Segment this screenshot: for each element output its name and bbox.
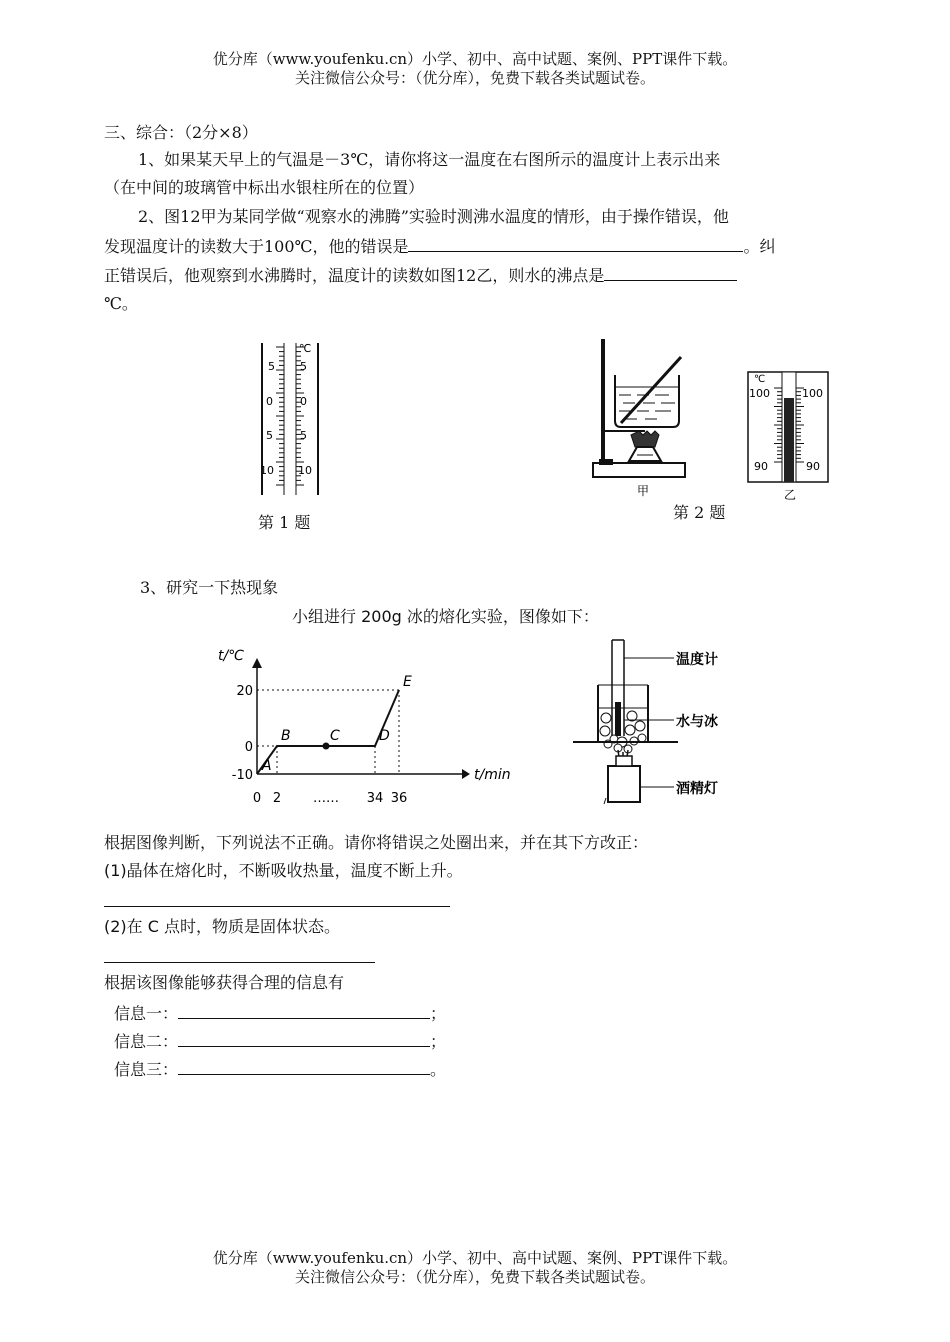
fig2-tick-right-100: 100 [802,387,823,400]
q3-info3-blank[interactable] [178,1059,430,1075]
q3-info-prompt: 根据该图像能够获得合理的信息有 [104,973,345,992]
page-header-line2: 关注微信公众号：（优分库），免费下载各类试题试卷。 [294,69,655,87]
q2-line2-end: 。纠 [743,237,776,256]
point-label-d: D [379,728,390,744]
section-title: 三、综合：（2分×8） [104,123,258,142]
q3-info3-end: 。 [430,1060,447,1079]
melting-curve-chart [212,640,512,810]
fig2-unit: ℃ [754,374,766,385]
q3-info2-blank[interactable] [178,1031,430,1047]
fig1-caption: 第 1 题 [258,513,311,532]
x-tick-label: 0 [252,791,262,806]
q3-info2 [114,1031,446,1052]
label-thermometer: 温度计 [676,652,718,668]
q3-item2-correction-line[interactable] [104,962,375,963]
y-tick-label: 20 [236,684,253,699]
label-alcohol-lamp: 酒精灯 [676,781,718,797]
point-label-e: E [403,674,412,690]
page-footer-line2: 关注微信公众号：（优分库），免费下载各类试题试卷。 [294,1268,655,1286]
q3-info1-label: 信息一： [114,1004,179,1023]
q1-line2: （在中间的玻璃管中标出水银柱所在的位置） [104,178,425,197]
fig2-tick-right-90: 90 [806,460,820,473]
q2-error-blank[interactable] [408,236,743,252]
x-tick-label: …… [313,791,339,806]
x-axis-label: t/min [474,767,511,783]
fig2-tick-left-100: 100 [749,387,770,400]
point-c-marker [323,743,330,750]
fig1-tick-right-5a: 5 [300,360,307,373]
page-header-line1: 优分库（www.youfenku.cn）小学、初中、高中试题、案例、PPT课件下载。 [212,50,738,68]
q3-info1-blank[interactable] [178,1003,430,1019]
q3-info3-label: 信息三： [114,1060,179,1079]
q2-line3 [104,265,737,286]
y-tick-label: -10 [231,768,253,783]
q2-line1: 2、图12甲为某同学做“观察水的沸腾”实验时测沸水温度的情形，由于操作错误，他 [138,207,729,226]
fig1-thermometer [248,335,328,500]
fig1-tick-left-5a: 5 [268,360,275,373]
q3-item1-correction-line[interactable] [104,906,450,907]
point-label-b: B [281,728,291,744]
q2-line2 [104,236,775,257]
melting-curve-line [257,690,399,774]
q3-info1-end: ； [430,1004,447,1023]
q3-title: 3、研究一下热现象 [140,578,279,597]
x-axis-arrow [462,769,470,779]
fig2-boiling-apparatus [585,335,695,503]
q3-subtitle: 小组进行 200g 冰的熔化实验，图像如下： [292,607,599,626]
page-footer-line1: 优分库（www.youfenku.cn）小学、初中、高中试题、案例、PPT课件下载。 [212,1249,738,1267]
ice-melting-apparatus [568,632,748,807]
q1-line1: 1、如果某天早上的气温是－3℃，请你将这一温度在右图所示的温度计上表示出来 [138,150,721,169]
q3-info1 [114,1003,446,1024]
point-label-c: C [330,728,340,744]
label-water-ice: 水与冰 [676,714,718,730]
y-axis-label: t/℃ [218,648,244,664]
fig2-caption: 第 2 题 [673,503,726,522]
q3-info3 [114,1059,446,1080]
fig2-tick-left-90: 90 [754,460,768,473]
fig1-unit: ℃ [299,342,312,355]
fig2-label-jia: 甲 [637,484,650,498]
q3-item2[interactable]: (2)在 C 点时，物质是固体状态。 [104,917,341,936]
fig1-tick-right-5b: 5 [300,429,307,442]
y-tick-label: 0 [244,740,253,755]
q2-line4: ℃。 [104,294,138,313]
q2-line2-text: 发现温度计的读数大于100℃，他的错误是 [104,237,409,256]
q3-info2-label: 信息二： [114,1032,179,1051]
fig2-thermometer-reading [740,368,835,503]
y-axis-arrow [252,658,262,668]
q3-info2-end: ； [430,1032,447,1051]
fig1-tick-right-0: 0 [300,395,307,408]
q2-boiling-point-blank[interactable] [604,265,737,281]
fig1-tick-left-5b: 5 [266,429,273,442]
fig2-label-yi: 乙 [784,488,797,502]
point-label-a: A [262,758,272,774]
q2-line3-text: 正错误后，他观察到水沸腾时，温度计的读数如图12乙，则水的沸点是 [104,266,605,285]
q3-item1[interactable]: (1)晶体在熔化时，不断吸收热量，温度不断上升。 [104,861,463,880]
x-tick-label: 34 [366,791,384,806]
x-tick-label: 2 [272,791,282,806]
fig1-tick-left-0: 0 [266,395,273,408]
fig1-tick-left-10: 10 [260,464,274,477]
q3-instruction: 根据图像判断，下列说法不正确。请你将错误之处圈出来，并在其下方改正： [104,833,649,852]
x-tick-label: 36 [390,791,408,806]
fig1-tick-right-10: 10 [298,464,312,477]
